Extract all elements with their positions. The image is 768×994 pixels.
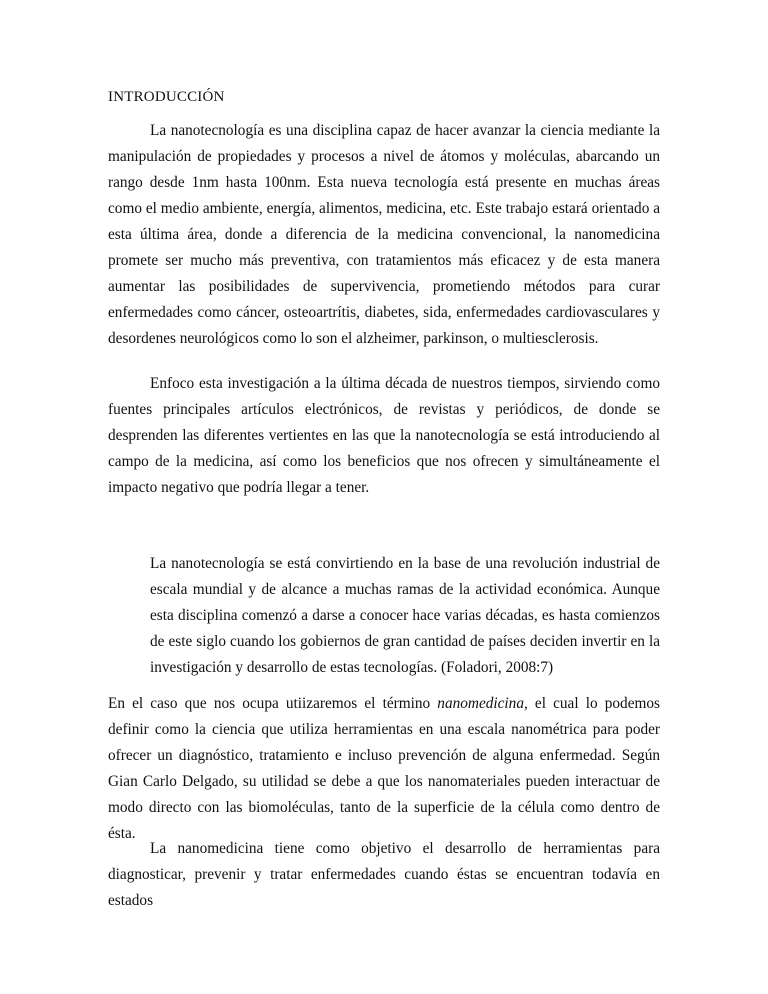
- block-quote: La nanotecnología se está convirtiendo en la base de una revolución industrial de escala mundial y de alcance a muchas ramas de la actividad económica. Aunque esta disciplina comenzó a darse a conocer hace varias décadas, es hasta comienzos de este siglo cuando los gobiernos de gran cantidad de países deciden invertir en la investigación y desarrollo de estas tecnologías. (Foladori, 2008:7): [150, 555, 660, 676]
- paragraph-3-text-after: , el cual lo podemos definir como la ciencia que utiliza herramientas en una escala nanométrica para poder ofrecer un diagnóstico, tratamiento e incluso prevención de alguna enfermedad. Según Gian Carlo Delgado, su utilidad se debe a que los nanomateriales pueden interactuar de modo directo con las biomoléculas, tanto de la superficie de la célula como dentro de ésta.: [108, 695, 660, 842]
- section-heading: INTRODUCCIÓN: [108, 89, 225, 105]
- intro-paragraph-4: La nanomedicina tiene como objetivo el desarrollo de herramientas para diagnosticar, prevenir y tratar enfermedades cuando éstas se encuentran todavía en estados: [108, 840, 660, 909]
- intro-paragraph-3: [108, 691, 660, 847]
- intro-paragraph-1: La nanotecnología es una disciplina capaz de hacer avanzar la ciencia mediante la manipulación de propiedades y procesos a nivel de átomos y moléculas, abarcando un rango desde 1nm hasta 100nm. Esta nueva tecnología está presente en muchas áreas como el medio ambiente, energía, alimentos, medicina, etc. Este trabajo estará orientado a esta última área, donde a diferencia de la medicina convencional, la nanomedicina promete ser mucho más preventiva, con tratamientos más eficacez y de esta manera aumentar las posibilidades de supervivencia, prometiendo métodos para curar enfermedades como cáncer, osteoartrítis, diabetes, sida, enfermedades cardiovasculares y desordenes neurológicos como lo son el alzheimer, parkinson, o multiesclerosis.: [108, 122, 660, 347]
- paragraph-3-text-before: En el caso que nos ocupa utiizaremos el término: [108, 695, 438, 712]
- paragraph-3-italic-term: nanomedicina: [437, 695, 524, 712]
- intro-paragraph-2: Enfoco esta investigación a la última década de nuestros tiempos, sirviendo como fuentes principales artículos electrónicos, de revistas y periódicos, de donde se desprenden las diferentes vertientes en las que la nanotecnología se está introduciendo al campo de la medicina, así como los beneficios que nos ofrecen y simultáneamente el impacto negativo que podría llegar a tener.: [108, 375, 660, 496]
